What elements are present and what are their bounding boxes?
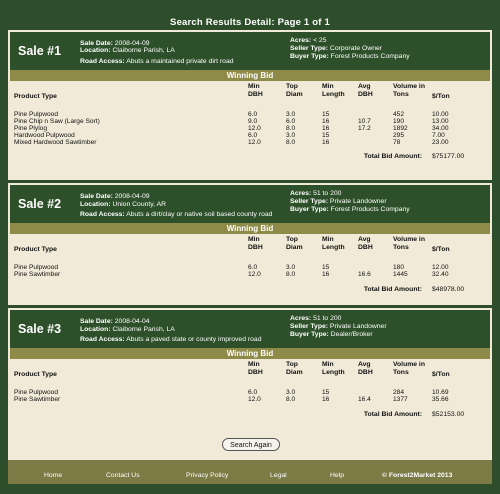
total-bid-value: $48978.00	[432, 286, 465, 293]
col-price-per-ton: $/Ton	[432, 93, 450, 100]
sale-location: Location: Union County, AR	[80, 201, 167, 208]
total-bid-label: Total Bid Amount:	[363, 411, 422, 418]
table-row: Pine Chip n Saw (Large Sort) 9.0 6.0 16 10.7 190 13.00	[14, 118, 449, 125]
footer-link-legal[interactable]: Legal	[270, 472, 287, 479]
footer-link-home[interactable]: Home	[44, 472, 63, 479]
col-product-type: Product Type	[14, 93, 57, 100]
col-min-dbh: Min DBH	[248, 236, 263, 251]
bid-table	[10, 359, 490, 411]
table-row: Pine Sawtimber 12.0 8.0 16 16.4 1377 35.66	[14, 396, 449, 403]
road-access: Road Access: Abuts a maintained private dirt road	[80, 58, 234, 65]
seller-type: Seller Type: Corporate Owner	[290, 45, 383, 52]
acres: Acres: 51 to 200	[290, 190, 342, 197]
winning-bid-bar: Winning Bid	[10, 348, 490, 359]
seller-type: Seller Type: Private Landowner	[290, 323, 387, 330]
total-bid	[10, 411, 490, 425]
col-price-per-ton: $/Ton	[432, 371, 450, 378]
sale-block	[10, 310, 490, 425]
col-volume: Volume in Tons	[393, 361, 425, 376]
col-top-diam: Top Diam	[286, 236, 303, 251]
sale-name: Sale #3	[18, 322, 62, 336]
sale-name: Sale #1	[18, 44, 62, 58]
col-price-per-ton: $/Ton	[432, 246, 450, 253]
sale-name: Sale #2	[18, 197, 62, 211]
total-bid-label: Total Bid Amount:	[363, 153, 422, 160]
road-access: Road Access: Abuts a dirt/clay or native soil based county road	[80, 211, 273, 218]
footer-link-contact[interactable]: Contact Us	[106, 472, 140, 479]
table-row: Pine Pulpwood 6.0 3.0 15 452 10.00	[14, 111, 449, 118]
sale-location: Location: Claiborne Parish, LA	[80, 47, 175, 54]
results-panel	[8, 30, 492, 460]
col-min-dbh: Min DBH	[248, 361, 263, 376]
table-row: Pine Pulpwood 6.0 3.0 15 180 12.00	[14, 264, 449, 271]
sale-block	[10, 185, 490, 300]
col-min-dbh: Min DBH	[248, 83, 263, 98]
bid-table	[10, 81, 490, 153]
sale-location: Location: Claiborne Parish, LA	[80, 326, 175, 333]
page-title: Search Results Detail: Page 1 of 1	[170, 17, 330, 28]
col-avg-dbh: Avg DBH	[358, 361, 373, 376]
col-top-diam: Top Diam	[286, 361, 303, 376]
table-row: Pine Sawtimber 12.0 8.0 16 16.6 1445 32.40	[14, 271, 449, 278]
col-min-length: Min Length	[322, 83, 345, 98]
total-bid-value: $75177.00	[432, 153, 465, 160]
sale-header	[10, 32, 490, 70]
col-top-diam: Top Diam	[286, 83, 303, 98]
buyer-type: Buyer Type: Forest Products Company	[290, 206, 410, 213]
col-product-type: Product Type	[14, 371, 57, 378]
winning-bid-bar: Winning Bid	[10, 70, 490, 81]
table-row: Mixed Hardwood Sawtimber 12.0 8.0 16 78 23.00	[14, 139, 449, 146]
road-access: Road Access: Abuts a paved state or county improved road	[80, 336, 262, 343]
col-product-type: Product Type	[14, 246, 57, 253]
acres: Acres: 51 to 200	[290, 315, 342, 322]
acres: Acres: < 25	[290, 37, 327, 44]
footer-link-privacy[interactable]: Privacy Policy	[186, 472, 229, 479]
col-avg-dbh: Avg DBH	[358, 83, 373, 98]
sale-header	[10, 310, 490, 348]
sale-date: Sale Date: 2008-04-09	[80, 40, 150, 47]
col-min-length: Min Length	[322, 361, 345, 376]
seller-type: Seller Type: Private Landowner	[290, 198, 387, 205]
total-bid	[10, 286, 490, 300]
winning-bid-bar: Winning Bid	[10, 223, 490, 234]
sale-header	[10, 185, 490, 223]
sale-block	[10, 32, 490, 167]
sale-date: Sale Date: 2008-04-09	[80, 193, 150, 200]
table-row: Pine Plylog 12.0 8.0 16 17.2 1892 34.00	[14, 125, 449, 132]
sale-date: Sale Date: 2008-04-04	[80, 318, 150, 325]
table-row: Hardwood Pulpwood 6.0 3.0 15 295 7.00	[14, 132, 445, 139]
copyright-text: © Forest2Market 2013	[382, 472, 453, 479]
bid-table	[10, 234, 490, 286]
total-bid-value: $52153.00	[432, 411, 465, 418]
total-bid-label: Total Bid Amount:	[363, 286, 422, 293]
footer	[8, 460, 492, 484]
col-volume: Volume in Tons	[393, 236, 425, 251]
col-avg-dbh: Avg DBH	[358, 236, 373, 251]
table-row: Pine Pulpwood 6.0 3.0 15 284 10.69	[14, 389, 449, 396]
col-volume: Volume in Tons	[393, 83, 425, 98]
section-divider	[8, 305, 492, 308]
search-again-button[interactable]: Search Again	[222, 438, 280, 451]
buyer-type: Buyer Type: Forest Products Company	[290, 53, 410, 60]
total-bid	[10, 153, 490, 167]
col-min-length: Min Length	[322, 236, 345, 251]
buyer-type: Buyer Type: Dealer/Broker	[290, 331, 373, 338]
section-divider	[8, 180, 492, 183]
footer-link-help[interactable]: Help	[330, 472, 344, 479]
